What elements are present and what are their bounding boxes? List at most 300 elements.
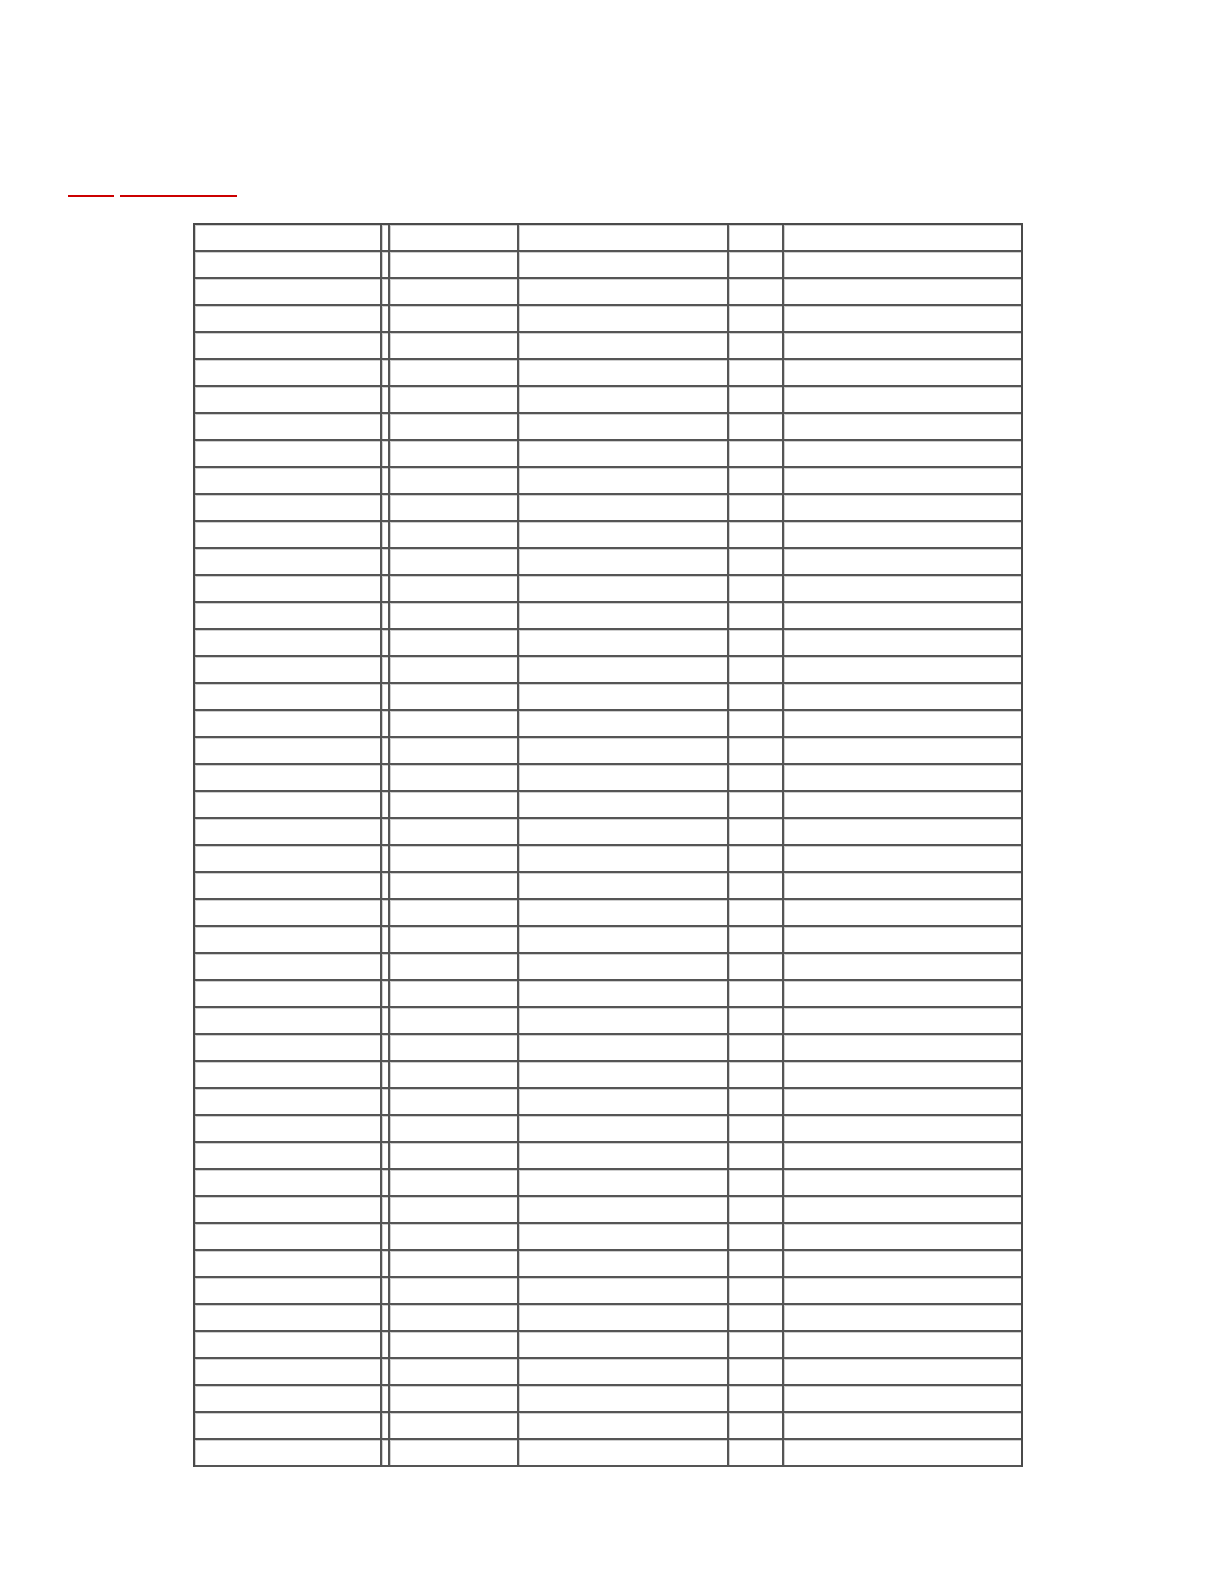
table-cell bbox=[729, 1035, 784, 1062]
table-row bbox=[195, 279, 1021, 306]
table-cell bbox=[729, 954, 784, 981]
table-cell bbox=[195, 1332, 382, 1359]
table-cell bbox=[382, 765, 390, 792]
table-cell bbox=[784, 846, 1021, 873]
table-cell bbox=[784, 1386, 1021, 1413]
table-cell bbox=[784, 468, 1021, 495]
table-cell bbox=[784, 1197, 1021, 1224]
table-cell bbox=[382, 1008, 390, 1035]
table-cell bbox=[784, 738, 1021, 765]
table-cell bbox=[784, 1089, 1021, 1116]
table-row bbox=[195, 738, 1021, 765]
table-cell bbox=[195, 819, 382, 846]
table-cell bbox=[519, 1251, 729, 1278]
table-cell bbox=[519, 1278, 729, 1305]
table-cell bbox=[519, 1143, 729, 1170]
table-cell bbox=[195, 1224, 382, 1251]
table-body bbox=[195, 225, 1021, 1467]
table-cell bbox=[729, 1251, 784, 1278]
table-cell bbox=[195, 711, 382, 738]
table-cell bbox=[390, 873, 519, 900]
table-cell bbox=[382, 549, 390, 576]
table-cell bbox=[195, 1305, 382, 1332]
table-cell bbox=[382, 1224, 390, 1251]
table-cell bbox=[195, 387, 382, 414]
table-cell bbox=[519, 738, 729, 765]
table-cell bbox=[784, 900, 1021, 927]
table-cell bbox=[519, 819, 729, 846]
table-cell bbox=[729, 441, 784, 468]
header-link-2[interactable] bbox=[120, 178, 237, 197]
table-cell bbox=[784, 279, 1021, 306]
table-row bbox=[195, 360, 1021, 387]
table-cell bbox=[390, 1386, 519, 1413]
table-cell bbox=[519, 576, 729, 603]
table-cell bbox=[729, 819, 784, 846]
table-cell bbox=[195, 1170, 382, 1197]
table-row bbox=[195, 1224, 1021, 1251]
table-cell bbox=[784, 630, 1021, 657]
table-cell bbox=[390, 603, 519, 630]
table-cell bbox=[519, 846, 729, 873]
table-row bbox=[195, 711, 1021, 738]
table-row bbox=[195, 1413, 1021, 1440]
table-cell bbox=[729, 279, 784, 306]
table-cell bbox=[195, 414, 382, 441]
table-cell bbox=[729, 927, 784, 954]
table-cell bbox=[784, 1359, 1021, 1386]
table-cell bbox=[195, 1413, 382, 1440]
table-cell bbox=[390, 576, 519, 603]
table-cell bbox=[784, 1062, 1021, 1089]
table-cell bbox=[729, 225, 784, 252]
table-cell bbox=[784, 1413, 1021, 1440]
table-cell bbox=[195, 1116, 382, 1143]
table-cell bbox=[729, 657, 784, 684]
table-row bbox=[195, 1440, 1021, 1467]
table-cell bbox=[729, 468, 784, 495]
table-cell bbox=[195, 1359, 382, 1386]
table-cell bbox=[784, 1278, 1021, 1305]
table-row bbox=[195, 576, 1021, 603]
table-cell bbox=[390, 252, 519, 279]
table-cell bbox=[784, 1008, 1021, 1035]
table-cell bbox=[390, 738, 519, 765]
table-cell bbox=[195, 1197, 382, 1224]
table-cell bbox=[519, 387, 729, 414]
table-cell bbox=[390, 279, 519, 306]
table-row bbox=[195, 819, 1021, 846]
table-cell bbox=[382, 1386, 390, 1413]
table-cell bbox=[784, 657, 1021, 684]
table-cell bbox=[390, 360, 519, 387]
table-cell bbox=[519, 1305, 729, 1332]
table-cell bbox=[390, 1143, 519, 1170]
table-cell bbox=[382, 1251, 390, 1278]
table-cell bbox=[390, 1278, 519, 1305]
table-cell bbox=[784, 1251, 1021, 1278]
table-row bbox=[195, 684, 1021, 711]
table-cell bbox=[195, 873, 382, 900]
table-cell bbox=[390, 765, 519, 792]
table-cell bbox=[195, 603, 382, 630]
table-cell bbox=[195, 1035, 382, 1062]
table-cell bbox=[195, 981, 382, 1008]
table-cell bbox=[519, 927, 729, 954]
table-cell bbox=[195, 252, 382, 279]
table-cell bbox=[519, 225, 729, 252]
table-cell bbox=[382, 333, 390, 360]
table-cell bbox=[382, 1278, 390, 1305]
table-cell bbox=[519, 306, 729, 333]
table-cell bbox=[519, 1197, 729, 1224]
table-cell bbox=[784, 819, 1021, 846]
table-cell bbox=[519, 765, 729, 792]
table-cell bbox=[784, 603, 1021, 630]
table-row bbox=[195, 981, 1021, 1008]
table-cell bbox=[729, 360, 784, 387]
table-cell bbox=[382, 819, 390, 846]
table-cell bbox=[519, 360, 729, 387]
table-cell bbox=[729, 900, 784, 927]
table-row bbox=[195, 306, 1021, 333]
table-cell bbox=[729, 1359, 784, 1386]
table-row bbox=[195, 603, 1021, 630]
table-cell bbox=[195, 1386, 382, 1413]
table-row bbox=[195, 630, 1021, 657]
table-row bbox=[195, 1386, 1021, 1413]
table-cell bbox=[195, 738, 382, 765]
table-cell bbox=[729, 684, 784, 711]
table-cell bbox=[729, 1008, 784, 1035]
table-cell bbox=[382, 225, 390, 252]
table-cell bbox=[195, 549, 382, 576]
table-cell bbox=[784, 333, 1021, 360]
blank-form-table bbox=[193, 223, 1023, 1467]
table-cell bbox=[784, 387, 1021, 414]
table-cell bbox=[390, 414, 519, 441]
table-row bbox=[195, 900, 1021, 927]
table-cell bbox=[519, 1116, 729, 1143]
table-row bbox=[195, 873, 1021, 900]
table-cell bbox=[519, 333, 729, 360]
table-row bbox=[195, 657, 1021, 684]
table-cell bbox=[382, 279, 390, 306]
table-cell bbox=[390, 684, 519, 711]
table-cell bbox=[519, 1440, 729, 1467]
table-cell bbox=[390, 711, 519, 738]
table-cell bbox=[729, 522, 784, 549]
table-cell bbox=[729, 1089, 784, 1116]
table-cell bbox=[519, 468, 729, 495]
table-cell bbox=[382, 1440, 390, 1467]
table-cell bbox=[390, 657, 519, 684]
table-row bbox=[195, 954, 1021, 981]
table-cell bbox=[784, 1170, 1021, 1197]
table-cell bbox=[784, 927, 1021, 954]
table-row bbox=[195, 225, 1021, 252]
table-cell bbox=[390, 306, 519, 333]
table-cell bbox=[519, 1332, 729, 1359]
table-cell bbox=[390, 495, 519, 522]
table-cell bbox=[729, 387, 784, 414]
table-cell bbox=[195, 846, 382, 873]
table-cell bbox=[729, 765, 784, 792]
table-cell bbox=[390, 225, 519, 252]
table-cell bbox=[729, 630, 784, 657]
table-cell bbox=[519, 279, 729, 306]
table-cell bbox=[195, 441, 382, 468]
table-row bbox=[195, 1008, 1021, 1035]
table-cell bbox=[784, 1440, 1021, 1467]
table-cell bbox=[784, 360, 1021, 387]
table-cell bbox=[195, 333, 382, 360]
table-row bbox=[195, 1062, 1021, 1089]
table-cell bbox=[784, 873, 1021, 900]
table-cell bbox=[784, 1116, 1021, 1143]
table-cell bbox=[519, 603, 729, 630]
table-cell bbox=[390, 1359, 519, 1386]
table-cell bbox=[729, 1143, 784, 1170]
table-cell bbox=[729, 1305, 784, 1332]
table-cell bbox=[729, 1386, 784, 1413]
table-cell bbox=[519, 1008, 729, 1035]
table-cell bbox=[784, 792, 1021, 819]
table-cell bbox=[382, 1170, 390, 1197]
table-cell bbox=[729, 306, 784, 333]
table-cell bbox=[195, 1278, 382, 1305]
table-cell bbox=[784, 1035, 1021, 1062]
table-cell bbox=[382, 1062, 390, 1089]
table-cell bbox=[784, 1143, 1021, 1170]
table-row bbox=[195, 495, 1021, 522]
table-cell bbox=[729, 873, 784, 900]
table-cell bbox=[729, 1278, 784, 1305]
table-cell bbox=[519, 414, 729, 441]
table-row bbox=[195, 765, 1021, 792]
table-cell bbox=[784, 495, 1021, 522]
table-cell bbox=[390, 1197, 519, 1224]
table-cell bbox=[382, 522, 390, 549]
table-cell bbox=[382, 1413, 390, 1440]
table-cell bbox=[784, 954, 1021, 981]
table-cell bbox=[390, 441, 519, 468]
table-row bbox=[195, 333, 1021, 360]
table-cell bbox=[390, 1062, 519, 1089]
table-cell bbox=[784, 981, 1021, 1008]
table-cell bbox=[195, 522, 382, 549]
table-cell bbox=[729, 549, 784, 576]
table-cell bbox=[195, 468, 382, 495]
table-cell bbox=[382, 1035, 390, 1062]
table-cell bbox=[729, 1413, 784, 1440]
table-row bbox=[195, 1332, 1021, 1359]
table-cell bbox=[382, 1305, 390, 1332]
table-cell bbox=[390, 819, 519, 846]
table-cell bbox=[382, 711, 390, 738]
table-cell bbox=[382, 873, 390, 900]
table-cell bbox=[195, 900, 382, 927]
table-cell bbox=[729, 846, 784, 873]
table-row bbox=[195, 1197, 1021, 1224]
table-cell bbox=[382, 360, 390, 387]
table-cell bbox=[784, 549, 1021, 576]
table-cell bbox=[195, 1440, 382, 1467]
table-cell bbox=[390, 1305, 519, 1332]
table-cell bbox=[382, 387, 390, 414]
table-cell bbox=[382, 846, 390, 873]
table-row bbox=[195, 1089, 1021, 1116]
table-row bbox=[195, 549, 1021, 576]
table-row bbox=[195, 1359, 1021, 1386]
table-cell bbox=[519, 549, 729, 576]
table-cell bbox=[195, 630, 382, 657]
table-cell bbox=[729, 1197, 784, 1224]
table-row bbox=[195, 927, 1021, 954]
table-cell bbox=[382, 576, 390, 603]
table-cell bbox=[784, 306, 1021, 333]
table-cell bbox=[519, 252, 729, 279]
table-row bbox=[195, 846, 1021, 873]
table-cell bbox=[729, 414, 784, 441]
table-cell bbox=[382, 306, 390, 333]
table-cell bbox=[784, 225, 1021, 252]
table-row bbox=[195, 1170, 1021, 1197]
table-cell bbox=[382, 1116, 390, 1143]
table-cell bbox=[519, 900, 729, 927]
table-cell bbox=[390, 522, 519, 549]
table-cell bbox=[390, 1332, 519, 1359]
table-cell bbox=[382, 1143, 390, 1170]
table-cell bbox=[382, 684, 390, 711]
table-cell bbox=[390, 1224, 519, 1251]
table-cell bbox=[195, 576, 382, 603]
table-cell bbox=[784, 711, 1021, 738]
table-cell bbox=[390, 333, 519, 360]
table-cell bbox=[784, 765, 1021, 792]
table-cell bbox=[382, 603, 390, 630]
table-cell bbox=[729, 333, 784, 360]
table-cell bbox=[382, 1089, 390, 1116]
table-cell bbox=[195, 360, 382, 387]
table-cell bbox=[382, 981, 390, 1008]
table-cell bbox=[729, 1332, 784, 1359]
table-cell bbox=[519, 1224, 729, 1251]
table-cell bbox=[195, 657, 382, 684]
table-cell bbox=[729, 603, 784, 630]
table-cell bbox=[195, 1062, 382, 1089]
table-row bbox=[195, 1116, 1021, 1143]
table-cell bbox=[784, 252, 1021, 279]
table-cell bbox=[729, 738, 784, 765]
table-row bbox=[195, 468, 1021, 495]
table-cell bbox=[195, 1143, 382, 1170]
table-cell bbox=[390, 1251, 519, 1278]
table-cell bbox=[729, 576, 784, 603]
table-cell bbox=[195, 792, 382, 819]
table-cell bbox=[390, 927, 519, 954]
table-cell bbox=[784, 1332, 1021, 1359]
table-cell bbox=[390, 1440, 519, 1467]
table-cell bbox=[390, 792, 519, 819]
table-cell bbox=[519, 981, 729, 1008]
table-row bbox=[195, 1305, 1021, 1332]
table-cell bbox=[519, 1035, 729, 1062]
table-cell bbox=[390, 1116, 519, 1143]
table-cell bbox=[390, 1008, 519, 1035]
table-cell bbox=[195, 1008, 382, 1035]
table-cell bbox=[195, 954, 382, 981]
table-cell bbox=[390, 387, 519, 414]
table-cell bbox=[519, 441, 729, 468]
table-cell bbox=[519, 1062, 729, 1089]
table-row bbox=[195, 1035, 1021, 1062]
table-cell bbox=[519, 711, 729, 738]
table-cell bbox=[784, 522, 1021, 549]
table-cell bbox=[382, 1359, 390, 1386]
table-cell bbox=[195, 765, 382, 792]
table-cell bbox=[195, 684, 382, 711]
table-cell bbox=[195, 1251, 382, 1278]
table-cell bbox=[390, 1170, 519, 1197]
table-cell bbox=[382, 954, 390, 981]
table-cell bbox=[729, 981, 784, 1008]
table-row bbox=[195, 387, 1021, 414]
table-row bbox=[195, 1143, 1021, 1170]
table-cell bbox=[519, 495, 729, 522]
table-row bbox=[195, 792, 1021, 819]
table-cell bbox=[382, 900, 390, 927]
table-cell bbox=[729, 495, 784, 522]
table-cell bbox=[519, 1089, 729, 1116]
table-row bbox=[195, 414, 1021, 441]
table-cell bbox=[519, 1170, 729, 1197]
table-cell bbox=[390, 846, 519, 873]
table-cell bbox=[382, 657, 390, 684]
table-cell bbox=[390, 981, 519, 1008]
table-cell bbox=[382, 630, 390, 657]
table-cell bbox=[519, 1386, 729, 1413]
table-cell bbox=[382, 414, 390, 441]
table-cell bbox=[382, 792, 390, 819]
table-cell bbox=[784, 576, 1021, 603]
header-link-1[interactable] bbox=[68, 178, 114, 197]
table-cell bbox=[519, 1359, 729, 1386]
table-cell bbox=[519, 954, 729, 981]
table-cell bbox=[390, 1035, 519, 1062]
table-row bbox=[195, 441, 1021, 468]
table-cell bbox=[195, 927, 382, 954]
table-row bbox=[195, 522, 1021, 549]
table-cell bbox=[382, 927, 390, 954]
table-cell bbox=[382, 468, 390, 495]
table-cell bbox=[195, 306, 382, 333]
table-cell bbox=[729, 1440, 784, 1467]
table-cell bbox=[382, 1197, 390, 1224]
table-cell bbox=[784, 1305, 1021, 1332]
table-cell bbox=[390, 1413, 519, 1440]
table-cell bbox=[382, 738, 390, 765]
table-row bbox=[195, 1278, 1021, 1305]
table-cell bbox=[390, 630, 519, 657]
table-cell bbox=[390, 1089, 519, 1116]
table-cell bbox=[519, 792, 729, 819]
table-cell bbox=[390, 954, 519, 981]
table-cell bbox=[382, 441, 390, 468]
table-cell bbox=[195, 279, 382, 306]
table-cell bbox=[784, 684, 1021, 711]
table-cell bbox=[382, 1332, 390, 1359]
